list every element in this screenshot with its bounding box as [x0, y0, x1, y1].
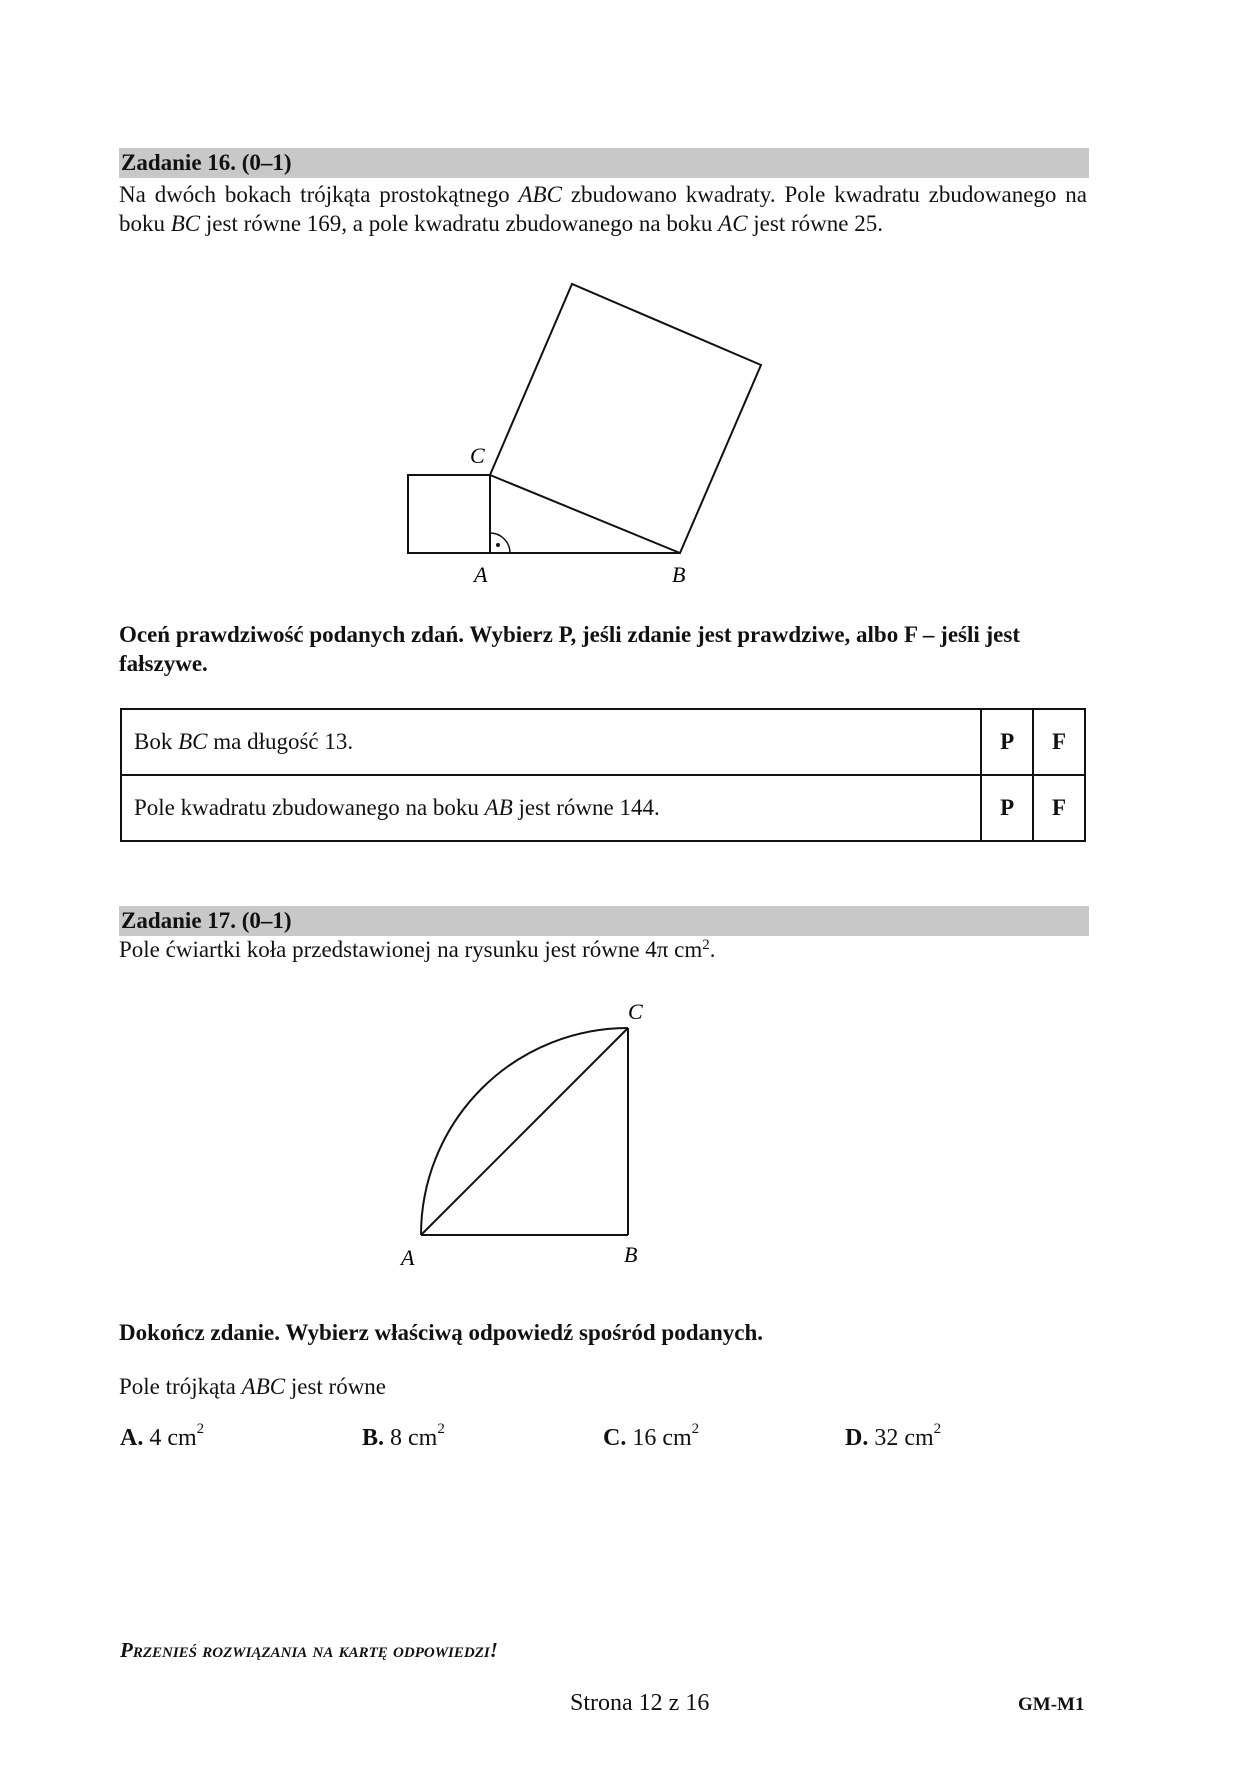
option-value: 32 cm [874, 1425, 934, 1451]
right-angle-dot [496, 543, 500, 547]
label-b: B [624, 1242, 638, 1267]
intro-text: . [709, 937, 716, 962]
statement-1-true-option[interactable]: P [981, 709, 1033, 775]
question-text: Pole trójkąta [119, 1374, 242, 1399]
task17-figure [390, 990, 670, 1270]
option-letter: A. [120, 1425, 144, 1451]
statement-text: ma długość 13. [207, 729, 354, 754]
intro-text: jest równe 169, a pole kwadratu zbudowanego na boku [200, 211, 719, 236]
option-value: 8 cm [390, 1425, 438, 1451]
task17-header: Zadanie 17. (0–1) [119, 906, 1089, 936]
option-value: 16 cm [632, 1425, 692, 1451]
task16-header: Zadanie 16. (0–1) [119, 148, 1089, 178]
option-value: 4 cm [149, 1425, 197, 1451]
task17-question [119, 1372, 1087, 1401]
task17-instruction: Dokończ zdanie. Wybierz właściwą odpowiedź spośród podanych. [119, 1320, 764, 1345]
label-a: A [474, 562, 488, 587]
statement-2-true-option[interactable]: P [981, 775, 1033, 841]
intro-text: zbudowano kwadraty. Pole kwadratu zbudowanego na boku [119, 182, 1087, 236]
statement-1-false-option[interactable]: F [1033, 709, 1085, 775]
option-letter: D. [845, 1425, 869, 1451]
statement-text: Bok [134, 729, 179, 754]
task16-figure [395, 275, 785, 595]
question-var: ABC [241, 1374, 286, 1399]
answer-option-a[interactable] [120, 1421, 205, 1452]
task16-instruction: Oceń prawdziwość podanych zdań. Wybierz P, jeśli zdanie jest prawdziwe, albo F – jeśli jest fałszywe. [119, 622, 1020, 676]
label-a: A [401, 1245, 415, 1270]
right-angle-mark [490, 533, 510, 553]
page-number: Strona 12 z 16 [570, 1690, 710, 1716]
intro-sup: 2 [702, 937, 710, 953]
option-letter: B. [362, 1425, 385, 1451]
intro-text: jest równe 25. [747, 211, 883, 236]
task17-intro [119, 935, 1087, 964]
question-text: jest równe [285, 1374, 387, 1399]
footer-note: Przenieś rozwiązania na kartę odpowiedzi! [120, 1638, 498, 1662]
statement-1 [121, 709, 981, 775]
statement-text: Pole kwadratu zbudowanego na boku [134, 795, 485, 820]
label-c: C [470, 443, 485, 468]
intro-var: ABC [518, 182, 562, 207]
intro-text: Pole ćwiartki koła przedstawionej na rysunku jest równe 4π cm [119, 937, 703, 962]
table-row [121, 709, 1085, 775]
square-bc [490, 284, 761, 553]
intro-var: BC [170, 211, 201, 236]
statement-2-false-option[interactable]: F [1033, 775, 1085, 841]
true-false-table [120, 708, 1086, 842]
option-sup: 2 [196, 1421, 205, 1437]
statement-text: jest równe 144. [512, 795, 660, 820]
intro-text: Na dwóch bokach trójkąta prostokątnego [119, 182, 519, 207]
statement-2 [121, 775, 981, 841]
exam-code: GM-M1 [1018, 1694, 1085, 1715]
answer-option-b[interactable] [362, 1421, 445, 1452]
option-sup: 2 [691, 1421, 700, 1437]
task16-intro [119, 180, 1087, 238]
statement-var: AB [484, 795, 513, 820]
side-ac [421, 1028, 628, 1235]
label-c: C [628, 999, 643, 1024]
option-sup: 2 [933, 1421, 942, 1437]
square-ac [408, 475, 490, 553]
label-b: B [672, 562, 686, 587]
table-row [121, 775, 1085, 841]
answer-option-d[interactable] [845, 1421, 942, 1452]
answer-option-c[interactable] [603, 1421, 700, 1452]
intro-var: AC [718, 211, 748, 236]
option-sup: 2 [437, 1421, 445, 1437]
statement-var: BC [178, 729, 208, 754]
option-letter: C. [603, 1425, 627, 1451]
